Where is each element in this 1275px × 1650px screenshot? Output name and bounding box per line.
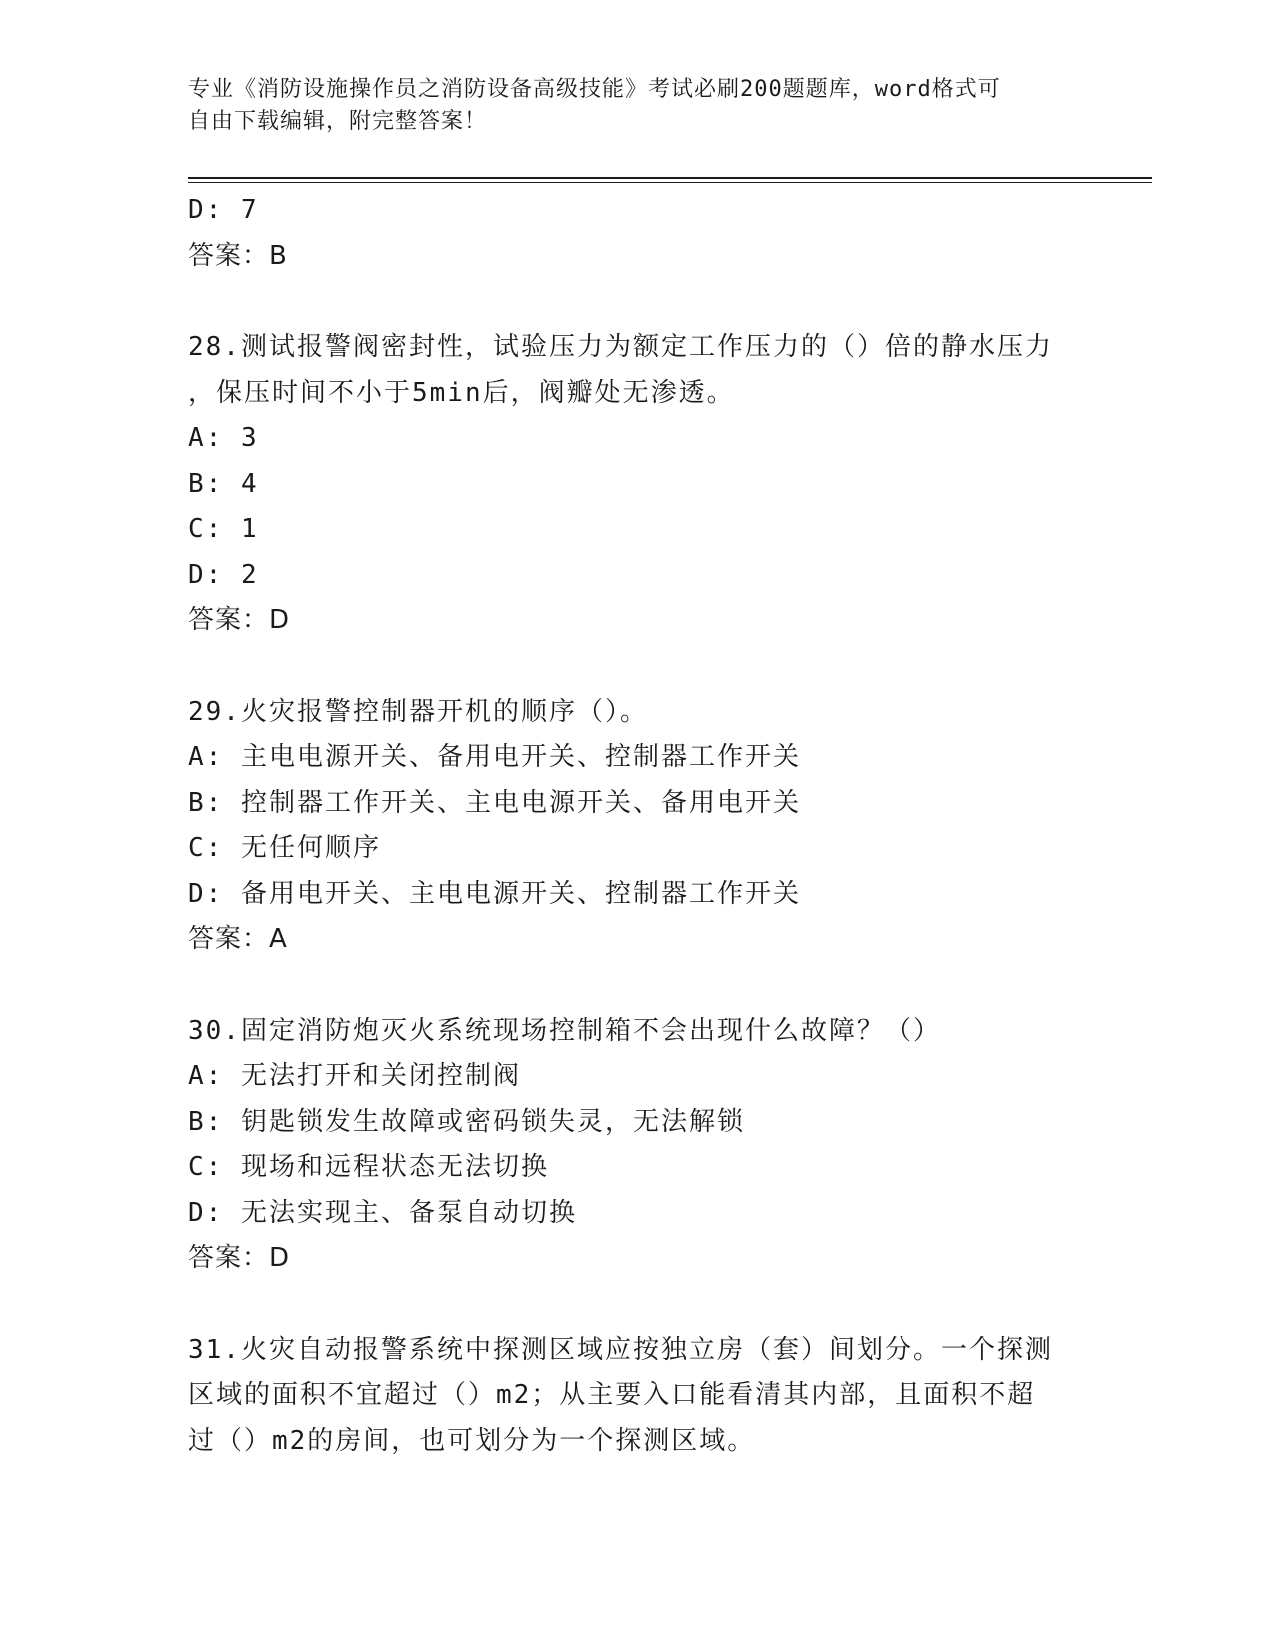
- question-29-option-c: C: 无任何顺序: [188, 833, 381, 863]
- question-28-option-c: C: 1: [188, 514, 259, 544]
- prev-answer: 答案：B: [188, 240, 288, 271]
- question-30-option-d: D: 无法实现主、备泵自动切换: [188, 1197, 577, 1228]
- question-30-option-c: C: 现场和远程状态无法切换: [188, 1152, 549, 1182]
- header-line-1: 专业《消防设施操作员之消防设备高级技能》考试必刷200题题库，word格式可: [188, 77, 1001, 102]
- header-divider-thin: [188, 182, 1152, 183]
- question-29-option-b: B: 控制器工作开关、主电电源开关、备用电开关: [188, 787, 801, 818]
- question-list: [188, 188, 1088, 1464]
- question-29-option-a: A: 主电电源开关、备用电开关、控制器工作开关: [188, 742, 801, 772]
- question-28-text-line-2: ，保压时间不小于5min后，阀瓣处无渗透。: [188, 377, 735, 408]
- question-30-text: 30.固定消防炮灭火系统现场控制箱不会出现什么故障？（）: [188, 1015, 941, 1046]
- question-28-option-a: A: 3: [188, 423, 259, 453]
- prev-option-d: D: 7: [188, 195, 259, 225]
- header-line-2: 自由下载编辑，附完整答案！: [188, 109, 488, 134]
- spacer: [188, 644, 1088, 690]
- spacer: [188, 1282, 1088, 1328]
- page-header: [188, 74, 1068, 138]
- question-28: [188, 325, 1088, 644]
- question-30-answer: 答案：D: [188, 1243, 291, 1273]
- question-29-option-d: D: 备用电开关、主电电源开关、控制器工作开关: [188, 878, 801, 909]
- question-31-text-line-3: 过（）m2的房间，也可划分为一个探测区域。: [188, 1425, 756, 1456]
- question-30-option-b: B: 钥匙锁发生故障或密码锁失灵，无法解锁: [188, 1106, 745, 1137]
- question-28-option-b: B: 4: [188, 468, 259, 499]
- question-31-text-line-2: 区域的面积不宜超过（）m2；从主要入口能看清其内部，且面积不超: [188, 1380, 1036, 1410]
- question-31: [188, 1328, 1088, 1465]
- question-28-option-d: D: 2: [188, 559, 259, 590]
- question-30-option-a: A: 无法打开和关闭控制阀: [188, 1061, 521, 1091]
- question-28-text-line-1: 28.测试报警阀密封性，试验压力为额定工作压力的（）倍的静水压力: [188, 332, 1053, 362]
- question-29-answer: 答案：A: [188, 924, 288, 954]
- spacer: [188, 963, 1088, 1009]
- spacer: [188, 279, 1088, 325]
- question-29-text: 29.火灾报警控制器开机的顺序（）。: [188, 696, 648, 727]
- header-divider-thick: [188, 177, 1152, 179]
- question-28-answer: 答案：D: [188, 605, 291, 635]
- question-29: [188, 690, 1088, 963]
- question-30: [188, 1009, 1088, 1282]
- question-31-text-line-1: 31.火灾自动报警系统中探测区域应按独立房（套）间划分。一个探测: [188, 1334, 1053, 1365]
